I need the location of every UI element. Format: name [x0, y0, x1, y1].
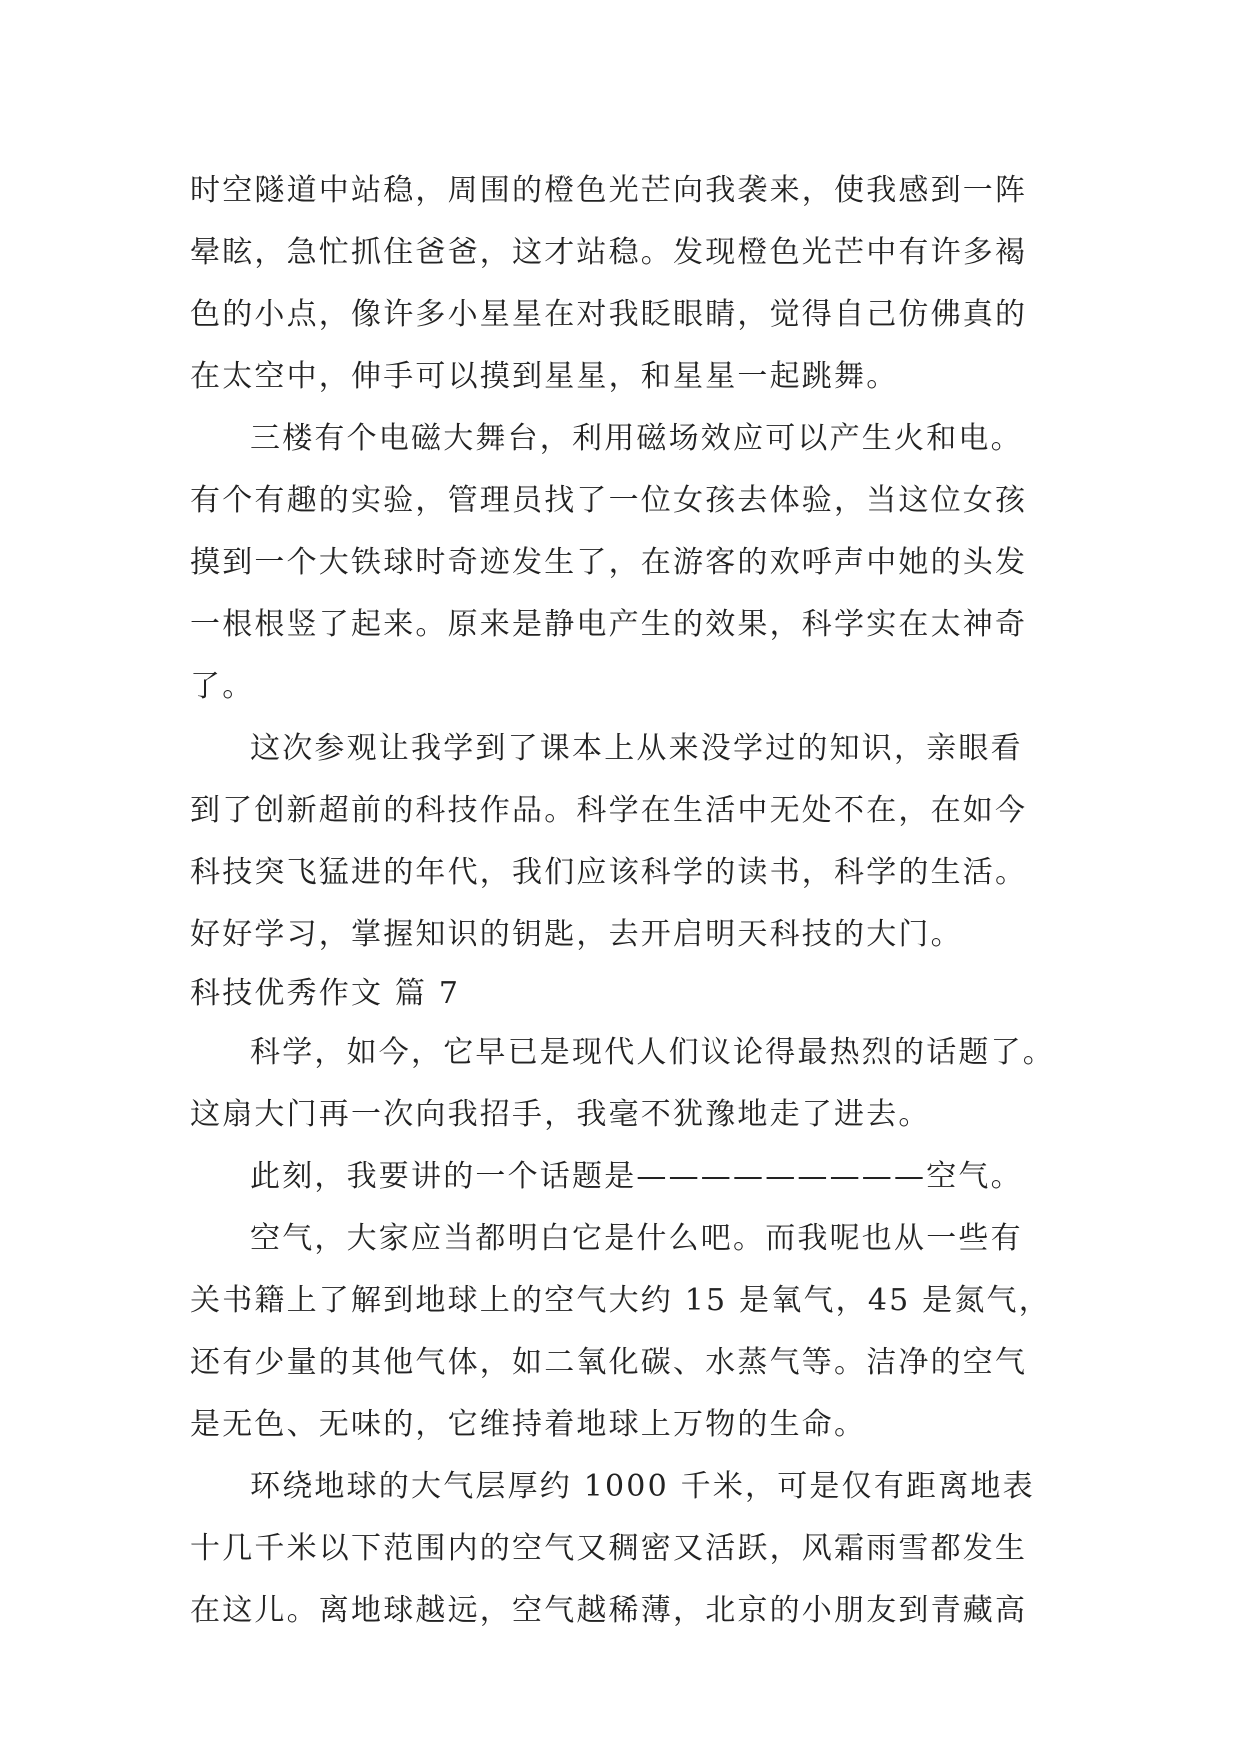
text-line: 关书籍上了解到地球上的空气大约 15 是氧气，45 是氮气，	[190, 1283, 1051, 1318]
paragraph-atmosphere	[190, 1456, 1060, 1642]
text-line: 在这儿。离地球越远，空气越稀薄，北京的小朋友到青藏高	[190, 1593, 1028, 1628]
paragraph-science-intro	[190, 1022, 1060, 1146]
text-line: 到了创新超前的科技作品。科学在生活中无处不在，在如今	[190, 793, 1028, 828]
text-line: 好好学习，掌握知识的钥匙，去开启明天科技的大门。	[190, 917, 963, 952]
text-line: 此刻，我要讲的一个话题是—————————空气。	[250, 1159, 1023, 1194]
section-heading: 科技优秀作文 篇 7	[190, 976, 461, 1011]
text-line: 色的小点，像许多小星星在对我眨眼睛，觉得自己仿佛真的	[190, 297, 1028, 332]
text-line: 三楼有个电磁大舞台，利用磁场效应可以产生火和电。	[250, 421, 1023, 456]
text-line: 是无色、无味的，它维持着地球上万物的生命。	[190, 1407, 867, 1442]
text-line: 了。	[190, 669, 255, 704]
text-line: 这扇大门再一次向我招手，我毫不犹豫地走了进去。	[190, 1097, 931, 1132]
paragraph-continuation	[190, 160, 1060, 408]
text-line: 在太空中，伸手可以摸到星星，和星星一起跳舞。	[190, 359, 899, 394]
paragraph-electromagnetic-stage	[190, 408, 1060, 718]
text-line: 摸到一个大铁球时奇迹发生了，在游客的欢呼声中她的头发	[190, 545, 1028, 580]
text-line: 还有少量的其他气体，如二氧化碳、水蒸气等。洁净的空气	[190, 1345, 1028, 1380]
text-line: 这次参观让我学到了课本上从来没学过的知识，亲眼看	[250, 731, 1023, 766]
paragraph-air-composition	[190, 1208, 1060, 1456]
text-line: 有个有趣的实验，管理员找了一位女孩去体验，当这位女孩	[190, 483, 1028, 518]
paragraph-visit-summary	[190, 718, 1060, 966]
text-line: 晕眩，急忙抓住爸爸，这才站稳。发现橙色光芒中有许多褐	[190, 235, 1028, 270]
text-line: 环绕地球的大气层厚约 1000 千米，可是仅有距离地表	[250, 1469, 1035, 1504]
text-line: 空气，大家应当都明白它是什么吧。而我呢也从一些有	[250, 1221, 1023, 1256]
paragraph-topic	[190, 1146, 1060, 1208]
text-line: 十几千米以下范围内的空气又稠密又活跃，风霜雨雪都发生	[190, 1531, 1028, 1566]
text-line: 时空隧道中站稳，周围的橙色光芒向我袭来，使我感到一阵	[190, 173, 1028, 208]
text-line: 科技突飞猛进的年代，我们应该科学的读书，科学的生活。	[190, 855, 1028, 890]
document-body	[190, 160, 1060, 1642]
text-line: 一根根竖了起来。原来是静电产生的效果，科学实在太神奇	[190, 607, 1028, 642]
text-line: 科学，如今，它早已是现代人们议论得最热烈的话题了。	[250, 1035, 1055, 1070]
